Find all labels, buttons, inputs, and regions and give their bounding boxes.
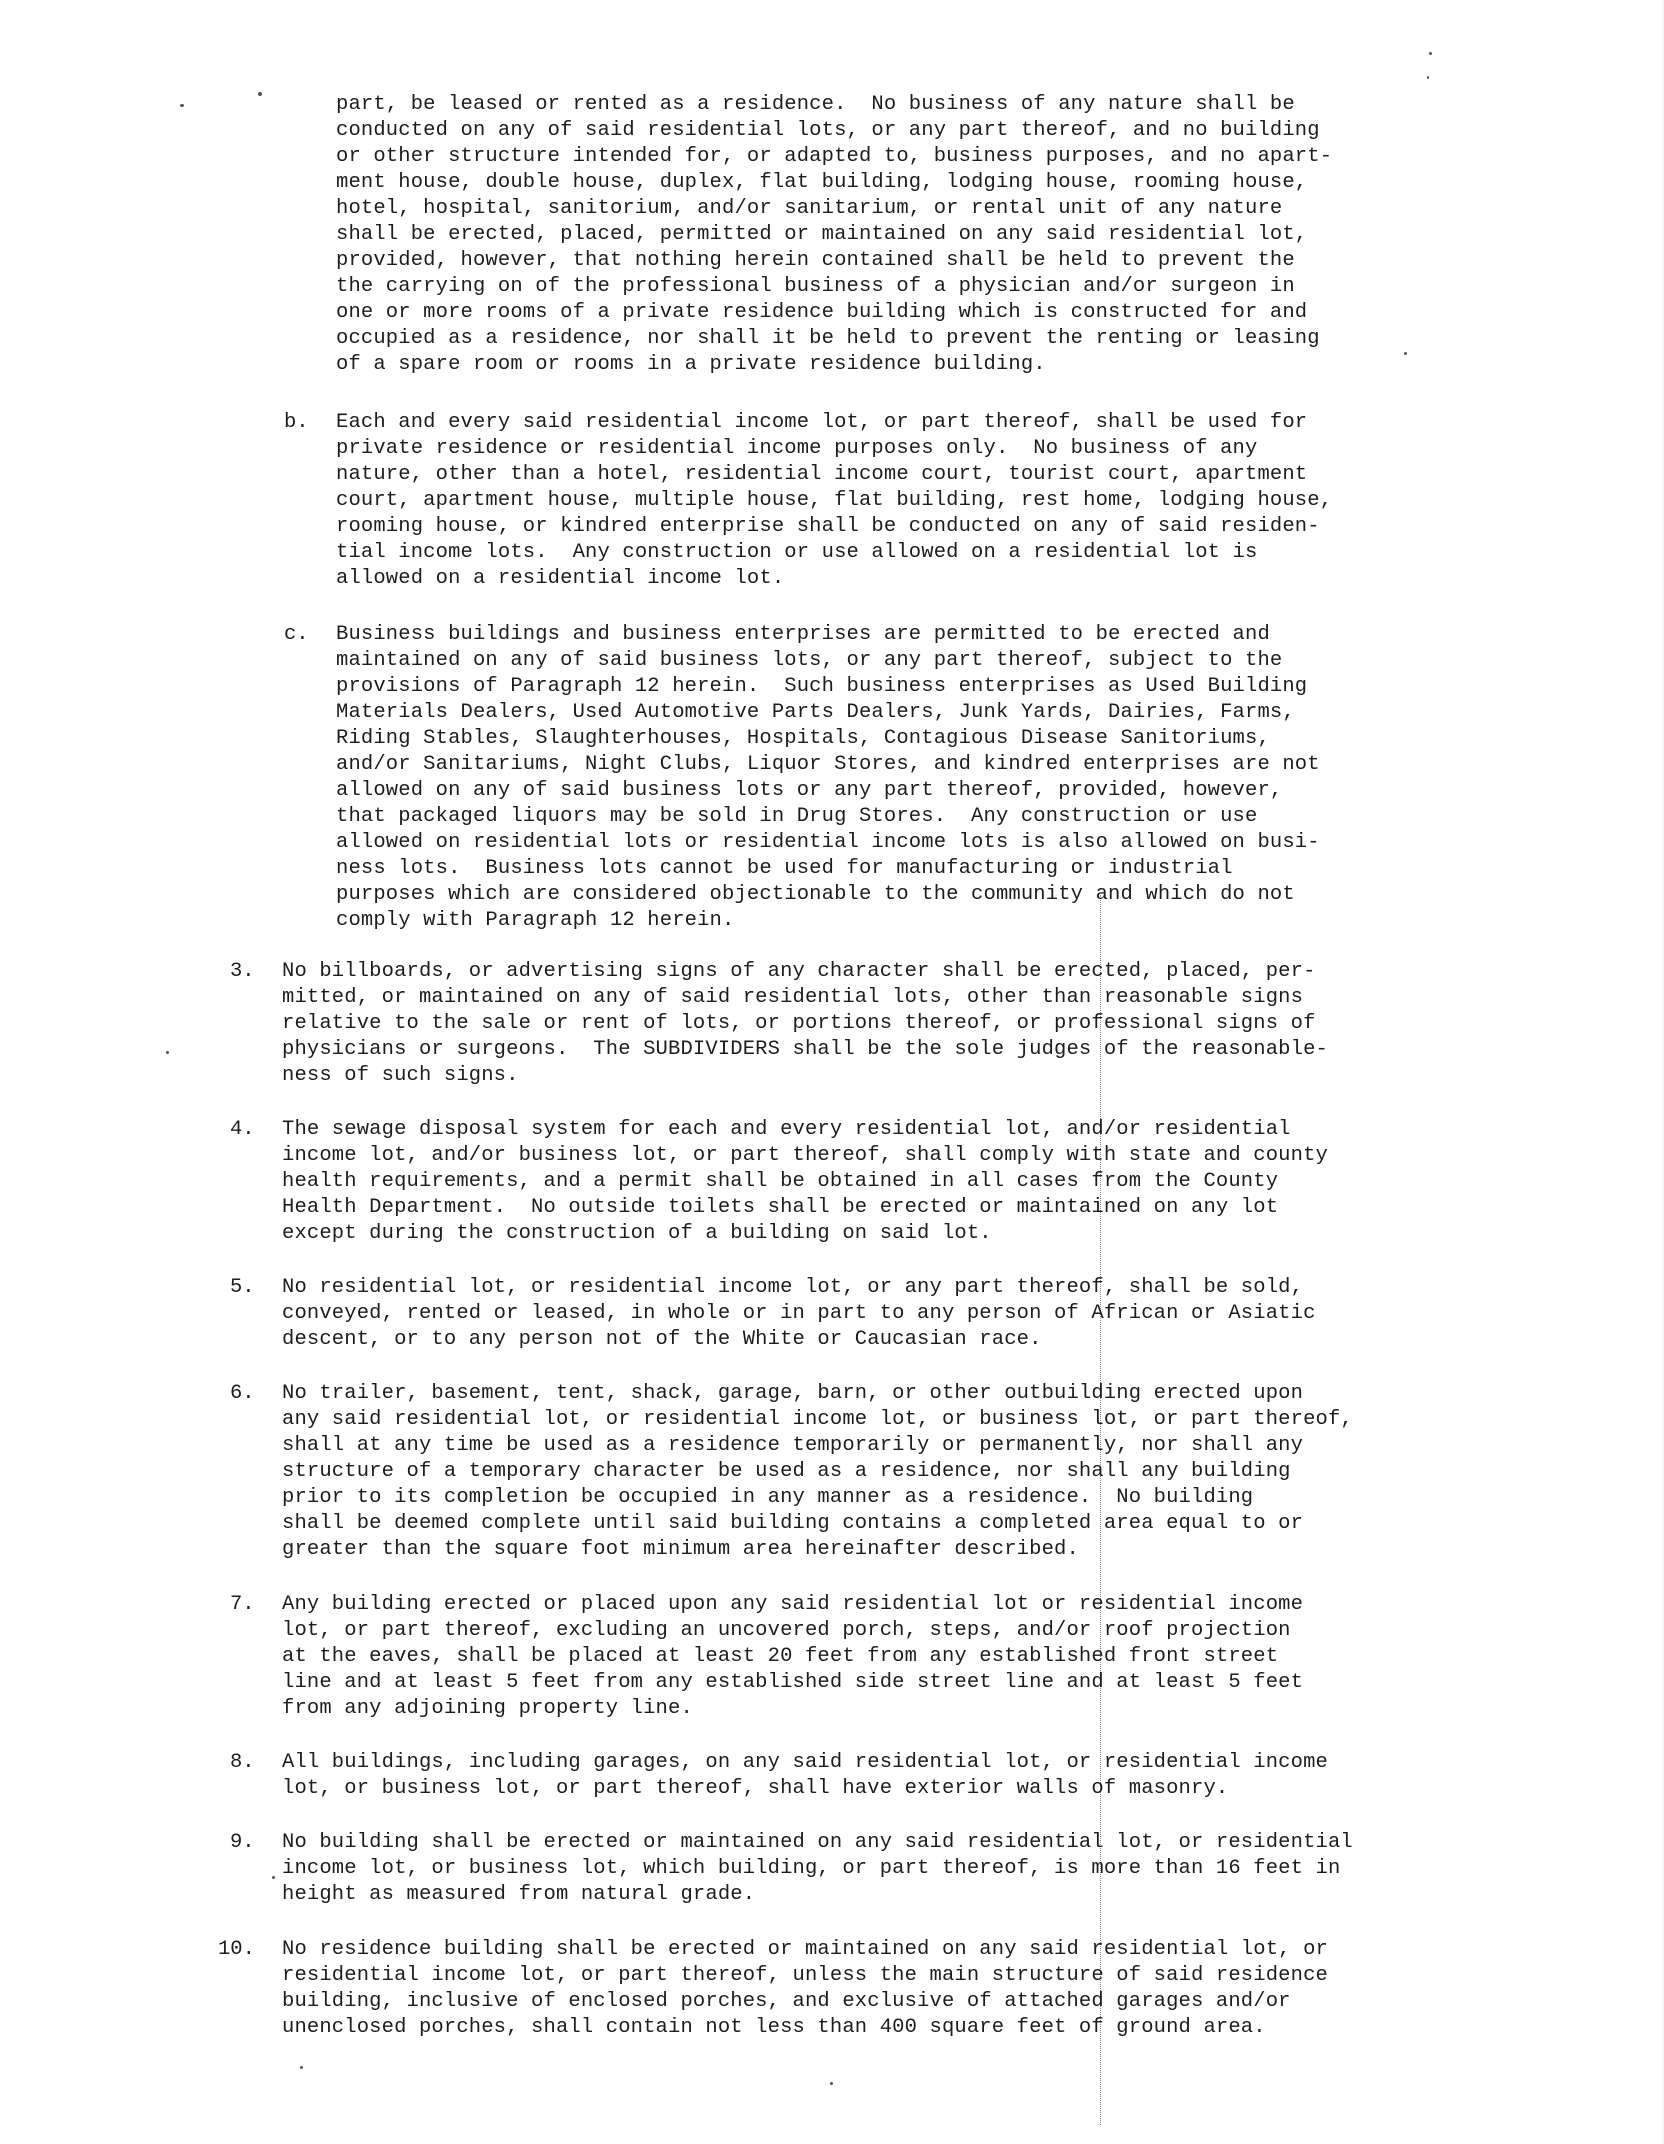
- paragraph-number-8: 8.: [230, 1751, 255, 1774]
- paragraph-number-4: 4.: [230, 1118, 255, 1141]
- scan-speck: [1427, 76, 1429, 79]
- paragraph-8: [282, 1750, 1328, 1802]
- paragraph-3: [282, 959, 1328, 1089]
- scan-speck: [272, 1876, 275, 1879]
- paragraph-number-9: 9.: [230, 1831, 255, 1854]
- scan-edge-shadow: [1660, 0, 1664, 2144]
- paragraph-10: [282, 1937, 1328, 2041]
- paragraph-8-lines: All buildings, including garages, on any said residential lot, or residential income lot, or business lot, or part thereof, shall have exterior walls of masonry.: [282, 1751, 1328, 1800]
- scan-speck: [166, 1051, 169, 1054]
- paragraph-9-lines: No building shall be erected or maintained on any said residential lot, or residential income lot, or business lot, which building, or part thereof, is more than 16 feet in height as measured from natural grade.: [282, 1831, 1353, 1906]
- paragraph-7-lines: Any building erected or placed upon any said residential lot or residential income lot, or part thereof, excluding an uncovered porch, steps, and/or roof projection at the eaves, shall be placed at least 20 feet from any established front street line and at least 5 feet from any established side street line and at least 5 feet from any adjoining property line.: [282, 1593, 1304, 1720]
- paragraph-4: [282, 1117, 1328, 1247]
- paragraph-4-lines: The sewage disposal system for each and every residential lot, and/or residential income lot, and/or business lot, or part thereof, shall comply with state and county health requirements, and a permit shall be obtained in all cases from the County Health Department. No outside toilets shall be erected or maintained on any lot except during the construction of a building on said lot.: [282, 1118, 1328, 1245]
- subsection-c: [336, 622, 1320, 934]
- scan-speck: [1404, 352, 1407, 355]
- subsection-marker-c: c.: [284, 623, 309, 646]
- paragraph-number-3: 3.: [230, 960, 255, 983]
- scan-speck: [300, 2066, 303, 2069]
- paragraph-6: [282, 1381, 1353, 1563]
- paragraph-number-6: 6.: [230, 1382, 255, 1405]
- subsection-b: [336, 410, 1332, 592]
- scan-speck: [258, 92, 262, 96]
- paragraph-3-lines: No billboards, or advertising signs of any character shall be erected, placed, per- mitted, or maintained on any of said residential lots, other than reasonable signs relative to the sale or rent of lots, or portions thereof, or professional signs of physicians or surgeons. The SUBDIVIDERS shall be the sole judges of the reasonable- ness of such signs.: [282, 960, 1328, 1087]
- paragraph-number-5: 5.: [230, 1276, 255, 1299]
- subsection-c-lines: Business buildings and business enterprises are permitted to be erected and maintained on any of said business lots, or any part thereof, subject to the provisions of Paragraph 12 herein. Such business enterprises as Used Building Materials Dealers, Used Automotive Parts Dealers, Junk Yards, Dairies, Farms, Riding Stables, Slaughterhouses, Hospitals, Contagious Disease Sanitoriums, and/or Sanitariums, Night Clubs, Liquor Stores, and kindred enterprises are not allowed on any of said business lots or any part thereof, provided, however, that packaged liquors may be sold in Drug Stores. Any construction or use allowed on residential lots or residential income lots is also allowed on busi- ness lots. Business lots cannot be used for manufacturing or industrial purposes which are considered objectionable to the community and which do not comply with Paragraph 12 herein.: [336, 623, 1320, 932]
- scan-speck: [1429, 52, 1432, 55]
- scan-speck: [180, 104, 184, 107]
- scan-speck: [830, 2082, 833, 2085]
- paragraph-7: [282, 1592, 1303, 1722]
- paragraph-10-lines: No residence building shall be erected or maintained on any said residential lot, or residential income lot, or part thereof, unless the main structure of said residence building, inclusive of enclosed porches, and exclusive of attached garages and/or unenclosed porches, shall contain not less than 400 square feet of ground area.: [282, 1938, 1328, 2039]
- paragraph-number-10: 10.: [218, 1938, 255, 1961]
- subsection-b-lines: Each and every said residential income lot, or part thereof, shall be used for private residence or residential income purposes only. No business of any nature, other than a hotel, residential income court, tourist court, apartment court, apartment house, multiple house, flat building, rest home, lodging house, rooming house, or kindred enterprise shall be conducted on any of said residen- tial income lots. Any construction or use allowed on a residential lot is allowed on a residential income lot.: [336, 411, 1333, 590]
- intro-lines: part, be leased or rented as a residence. No business of any nature shall be conducted on any of said residential lots, or any part thereof, and no building or other structure intended for, or adapted to, business purposes, and no apart- ment house, double house, duplex, flat building, lodging house, rooming house, hotel, hospital, sanitorium, and/or sanitarium, or rental unit of any nature shall be erected, placed, permitted or maintained on any said residential lot, provided, however, that nothing herein contained shall be held to prevent the the carrying on of the professional business of a physician and/or surgeon in one or more rooms of a private residence building which is constructed for and occupied as a residence, nor shall it be held to prevent the renting or leasing of a spare room or rooms in a private residence building.: [336, 93, 1333, 376]
- paragraph-6-lines: No trailer, basement, tent, shack, garage, barn, or other outbuilding erected upon any said residential lot, or residential income lot, or business lot, or part thereof, shall at any time be used as a residence temporarily or permanently, nor shall any structure of a temporary character be used as a residence, nor shall any building prior to its completion be occupied in any manner as a residence. No building shall be deemed complete until said building contains a completed area equal to or greater than the square foot minimum area hereinafter described.: [282, 1382, 1353, 1561]
- paragraph-number-7: 7.: [230, 1593, 255, 1616]
- subsection-marker-b: b.: [284, 411, 309, 434]
- intro-continuation: [336, 92, 1332, 378]
- paragraph-5: [282, 1275, 1316, 1353]
- paragraph-9: [282, 1830, 1353, 1908]
- paragraph-5-lines: No residential lot, or residential income lot, or any part thereof, shall be sold, conveyed, rented or leased, in whole or in part to any person of African or Asiatic descent, or to any person not of the White or Caucasian race.: [282, 1276, 1316, 1351]
